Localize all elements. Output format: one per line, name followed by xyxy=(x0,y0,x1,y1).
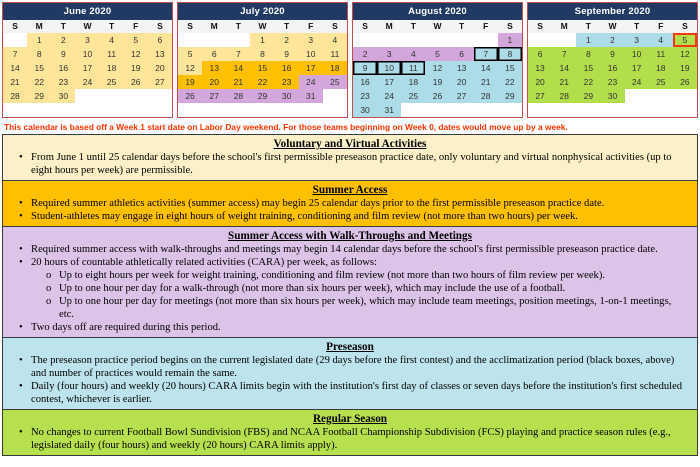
calendar-day: 20 xyxy=(148,61,172,75)
calendar-month xyxy=(177,2,348,118)
calendar-day xyxy=(323,103,347,117)
calendar-day: 14 xyxy=(226,61,250,75)
bullet-item xyxy=(3,321,697,334)
bullet-item xyxy=(3,295,697,321)
calendar-day: 17 xyxy=(377,75,401,89)
calendar-day: 6 xyxy=(202,47,226,61)
calendar-day: 5 xyxy=(124,33,148,47)
calendar-weekday-label: W xyxy=(600,20,624,33)
calendar-day: 12 xyxy=(178,61,202,75)
calendar-day: 23 xyxy=(353,89,377,103)
calendar-weekday-label: S xyxy=(673,20,697,33)
calendar-day: 19 xyxy=(673,61,697,75)
calendar-day: 31 xyxy=(299,89,323,103)
calendar-day xyxy=(353,33,377,47)
calendar-day xyxy=(299,103,323,117)
section-regular-season xyxy=(3,409,697,455)
calendar-day: 16 xyxy=(353,75,377,89)
calendar-day: 10 xyxy=(377,61,401,75)
calendar-day: 2 xyxy=(353,47,377,61)
rules-sections xyxy=(2,134,698,456)
bullet-marker: o xyxy=(46,283,52,294)
calendar-day xyxy=(673,103,697,117)
calendar-day xyxy=(3,33,27,47)
calendar-day: 23 xyxy=(275,75,299,89)
calendar-day: 24 xyxy=(625,75,649,89)
calendar-day: 4 xyxy=(649,33,673,47)
calendar-grid xyxy=(178,20,347,117)
calendar-day: 5 xyxy=(425,47,449,61)
bullet-item xyxy=(3,210,697,223)
calendar-day: 24 xyxy=(75,75,99,89)
bullet-marker: • xyxy=(19,211,23,222)
calendar-day: 22 xyxy=(576,75,600,89)
calendar-day: 29 xyxy=(250,89,274,103)
bullet-marker: o xyxy=(46,270,52,281)
calendar-day: 10 xyxy=(625,47,649,61)
calendar-month-title: July 2020 xyxy=(178,3,347,20)
calendar-day: 27 xyxy=(202,89,226,103)
calendar-day: 4 xyxy=(323,33,347,47)
calendar-day: 21 xyxy=(552,75,576,89)
calendar-day xyxy=(552,33,576,47)
calendar-day: 17 xyxy=(625,61,649,75)
bullet-marker: • xyxy=(19,198,23,209)
bullet-marker: • xyxy=(19,322,23,333)
calendar-day: 26 xyxy=(178,89,202,103)
calendar-day: 9 xyxy=(600,47,624,61)
calendar-day xyxy=(250,103,274,117)
calendar-day: 12 xyxy=(673,47,697,61)
calendar-day: 1 xyxy=(27,33,51,47)
calendar-day xyxy=(226,103,250,117)
section-summer-access xyxy=(3,180,697,226)
section-header: Summer Access with Walk-Throughs and Meetings xyxy=(228,230,472,242)
calendar-day xyxy=(275,103,299,117)
bullet-item xyxy=(3,380,697,406)
calendar-weekday-label: M xyxy=(377,20,401,33)
calendar-day: 7 xyxy=(552,47,576,61)
calendar-day: 13 xyxy=(148,47,172,61)
section-summer-access-with-walkthroughs-and-meetings xyxy=(3,226,697,337)
calendar-day: 12 xyxy=(425,61,449,75)
section-header: Summer Access xyxy=(312,184,388,196)
calendar-day xyxy=(401,103,425,117)
calendar-weekday-label: T xyxy=(226,20,250,33)
bullet-item xyxy=(3,282,697,295)
section-voluntary-and-virtual-activities xyxy=(3,135,697,180)
calendar-day: 30 xyxy=(600,89,624,103)
calendar-strip xyxy=(0,0,700,119)
bullet-text: Student-athletes may engage in eight hours of weight training, conditioning and film review (not more than two hours) per week. xyxy=(31,211,578,222)
calendar-weekday-label: W xyxy=(425,20,449,33)
calendar-day: 8 xyxy=(250,47,274,61)
calendar-day: 11 xyxy=(323,47,347,61)
calendar-day: 25 xyxy=(649,75,673,89)
calendar-day: 11 xyxy=(649,47,673,61)
week1-note: This calendar is based off a Week 1 start date on Labor Day weekend. For those teams beginning on Week 0, dates would move up by a week. xyxy=(4,122,568,132)
calendar-day: 14 xyxy=(552,61,576,75)
calendar-day xyxy=(377,33,401,47)
calendar-weekday-label: W xyxy=(75,20,99,33)
calendar-day: 26 xyxy=(673,75,697,89)
bullet-marker: • xyxy=(19,152,23,163)
calendar-day: 25 xyxy=(100,75,124,89)
calendar-day xyxy=(202,103,226,117)
calendar-day: 18 xyxy=(100,61,124,75)
calendar-day: 6 xyxy=(450,47,474,61)
calendar-day: 25 xyxy=(401,89,425,103)
calendar-day xyxy=(425,103,449,117)
calendar-day: 17 xyxy=(299,61,323,75)
bullet-text: Up to eight hours per week for weight training, conditioning and film review (not more than two hours of film review per week). xyxy=(59,270,606,281)
section-preseason xyxy=(3,337,697,409)
calendar-weekday-label: M xyxy=(202,20,226,33)
calendar-day: 5 xyxy=(178,47,202,61)
calendar-day xyxy=(625,89,649,103)
calendar-month-title: September 2020 xyxy=(528,3,697,20)
section-header: Regular Season xyxy=(312,413,388,425)
calendar-day: 10 xyxy=(75,47,99,61)
calendar-day xyxy=(100,103,124,117)
calendar-day xyxy=(528,103,552,117)
calendar-day: 20 xyxy=(450,75,474,89)
calendar-day: 23 xyxy=(51,75,75,89)
calendar-day: 8 xyxy=(498,47,522,61)
calendar-weekday-label: S xyxy=(178,20,202,33)
calendar-day: 20 xyxy=(202,75,226,89)
calendar-day xyxy=(576,103,600,117)
calendar-day xyxy=(649,89,673,103)
calendar-grid xyxy=(528,20,697,117)
calendar-weekday-label: T xyxy=(100,20,124,33)
calendar-day: 16 xyxy=(275,61,299,75)
bullet-item xyxy=(3,197,697,210)
calendar-weekday-label: T xyxy=(275,20,299,33)
calendar-day xyxy=(649,103,673,117)
calendar-weekday-label: S xyxy=(528,20,552,33)
calendar-day: 19 xyxy=(178,75,202,89)
calendar-day: 16 xyxy=(600,61,624,75)
calendar-day: 26 xyxy=(124,75,148,89)
calendar-day: 27 xyxy=(148,75,172,89)
bullet-text: Up to one hour per day for a walk-through (not more than six hours per week), which may include the use of a football. xyxy=(59,283,566,294)
calendar-weekday-label: T xyxy=(51,20,75,33)
calendar-day xyxy=(323,89,347,103)
calendar-month xyxy=(2,2,173,118)
bullet-text: 20 hours of countable athletically related activities (CARA) per week, as follows: xyxy=(31,257,377,268)
calendar-weekday-label: F xyxy=(124,20,148,33)
calendar-weekday-label: T xyxy=(401,20,425,33)
calendar-weekday-label: M xyxy=(552,20,576,33)
calendar-day: 8 xyxy=(576,47,600,61)
calendar-day: 9 xyxy=(51,47,75,61)
calendar-day: 11 xyxy=(401,61,425,75)
calendar-day: 28 xyxy=(226,89,250,103)
calendar-day: 20 xyxy=(528,75,552,89)
calendar-day: 19 xyxy=(124,61,148,75)
calendar-day: 17 xyxy=(75,61,99,75)
bullet-marker: • xyxy=(19,381,23,392)
calendar-day: 15 xyxy=(250,61,274,75)
calendar-day xyxy=(474,33,498,47)
calendar-day: 13 xyxy=(202,61,226,75)
calendar-day: 14 xyxy=(474,61,498,75)
calendar-day: 19 xyxy=(425,75,449,89)
calendar-weekday-label: W xyxy=(250,20,274,33)
calendar-day: 3 xyxy=(299,33,323,47)
calendar-month-title: June 2020 xyxy=(3,3,172,20)
calendar-day xyxy=(124,103,148,117)
calendar-day xyxy=(450,103,474,117)
calendar-day: 7 xyxy=(474,47,498,61)
calendar-day: 9 xyxy=(275,47,299,61)
calendar-day: 26 xyxy=(425,89,449,103)
calendar-day: 16 xyxy=(51,61,75,75)
calendar-day: 31 xyxy=(377,103,401,117)
calendar-day: 29 xyxy=(576,89,600,103)
bullet-item xyxy=(3,151,697,177)
calendar-day xyxy=(75,89,99,103)
calendar-month xyxy=(352,2,523,118)
calendar-day xyxy=(425,33,449,47)
calendar-day xyxy=(75,103,99,117)
calendar-day: 23 xyxy=(600,75,624,89)
calendar-day: 28 xyxy=(474,89,498,103)
calendar-weekday-label: S xyxy=(498,20,522,33)
calendar-day: 30 xyxy=(353,103,377,117)
calendar-day xyxy=(202,33,226,47)
bullet-marker: • xyxy=(19,427,23,438)
calendar-day xyxy=(124,89,148,103)
calendar-day: 30 xyxy=(275,89,299,103)
calendar-day: 15 xyxy=(576,61,600,75)
calendar-day: 28 xyxy=(3,89,27,103)
calendar-day xyxy=(148,89,172,103)
calendar-day: 13 xyxy=(450,61,474,75)
bullet-text: Daily (four hours) and weekly (20 hours) CARA limits begin with the institution's first day of classes or seven days before the institution's first scheduled contest, whichever is earlier. xyxy=(31,381,683,405)
calendar-day: 1 xyxy=(498,33,522,47)
bullet-marker: • xyxy=(19,257,23,268)
calendar-day xyxy=(226,33,250,47)
calendar-weekday-label: S xyxy=(353,20,377,33)
calendar-day: 11 xyxy=(100,47,124,61)
calendar-day: 18 xyxy=(649,61,673,75)
calendar-day: 15 xyxy=(498,61,522,75)
calendar-day: 18 xyxy=(401,75,425,89)
calendar-day: 29 xyxy=(27,89,51,103)
calendar-day: 7 xyxy=(226,47,250,61)
calendar-day: 4 xyxy=(401,47,425,61)
calendar-weekday-label: T xyxy=(576,20,600,33)
calendar-day xyxy=(474,103,498,117)
calendar-day: 4 xyxy=(100,33,124,47)
calendar-day: 27 xyxy=(450,89,474,103)
calendar-weekday-label: S xyxy=(3,20,27,33)
bullet-item xyxy=(3,269,697,282)
calendar-day: 27 xyxy=(528,89,552,103)
calendar-weekday-label: F xyxy=(299,20,323,33)
calendar-day: 21 xyxy=(3,75,27,89)
calendar-day xyxy=(450,33,474,47)
calendar-day: 10 xyxy=(299,47,323,61)
calendar-day: 28 xyxy=(552,89,576,103)
calendar-day: 25 xyxy=(323,75,347,89)
calendar-month xyxy=(527,2,698,118)
calendar-weekday-label: T xyxy=(625,20,649,33)
calendar-day: 9 xyxy=(353,61,377,75)
bullet-text: From June 1 until 25 calendar days before the school's first permissible preseason practice date, only voluntary and virtual nonphysical activities (up to eight hours per week) are permissible. xyxy=(31,152,672,176)
section-header: Preseason xyxy=(326,341,374,353)
calendar-day: 1 xyxy=(576,33,600,47)
calendar-day: 24 xyxy=(377,89,401,103)
calendar-day: 2 xyxy=(51,33,75,47)
calendar-day: 3 xyxy=(377,47,401,61)
calendar-day: 22 xyxy=(250,75,274,89)
calendar-day: 13 xyxy=(528,61,552,75)
section-header: Voluntary and Virtual Activities xyxy=(273,138,427,150)
calendar-weekday-label: F xyxy=(474,20,498,33)
calendar-weekday-label: T xyxy=(450,20,474,33)
bullet-text: The preseason practice period begins on the current legislated date (29 days before the first contest) and the acclimatization period (black boxes, above) and number of practices would remain the same. xyxy=(31,355,675,379)
calendar-day xyxy=(552,103,576,117)
calendar-day xyxy=(100,89,124,103)
bullet-text: Required summer access with walk-throughs and meetings may begin 14 calendar days before the school's first permissible preseason practice date. xyxy=(31,244,658,255)
calendar-weekday-label: S xyxy=(148,20,172,33)
calendar-weekday-label: M xyxy=(27,20,51,33)
calendar-day: 21 xyxy=(226,75,250,89)
calendar-weekday-label: F xyxy=(649,20,673,33)
calendar-day: 24 xyxy=(299,75,323,89)
calendar-day: 1 xyxy=(250,33,274,47)
bullet-marker: o xyxy=(46,296,52,307)
calendar-day xyxy=(3,103,27,117)
calendar-day xyxy=(528,33,552,47)
calendar-grid xyxy=(3,20,172,117)
calendar-weekday-label: S xyxy=(323,20,347,33)
calendar-day xyxy=(178,103,202,117)
calendar-day xyxy=(401,33,425,47)
calendar-day: 22 xyxy=(27,75,51,89)
calendar-day: 22 xyxy=(498,75,522,89)
calendar-day: 3 xyxy=(625,33,649,47)
bullet-marker: • xyxy=(19,355,23,366)
calendar-day: 21 xyxy=(474,75,498,89)
calendar-day xyxy=(27,103,51,117)
calendar-day: 3 xyxy=(75,33,99,47)
calendar-day: 2 xyxy=(275,33,299,47)
calendar-month-title: August 2020 xyxy=(353,3,522,20)
calendar-day: 2 xyxy=(600,33,624,47)
calendar-day: 29 xyxy=(498,89,522,103)
bullet-item xyxy=(3,256,697,269)
bullet-item xyxy=(3,354,697,380)
bullet-marker: • xyxy=(19,244,23,255)
bullet-item xyxy=(3,426,697,452)
calendar-day: 30 xyxy=(51,89,75,103)
calendar-day: 5 xyxy=(673,33,697,47)
calendar-grid xyxy=(353,20,522,117)
calendar-day xyxy=(498,103,522,117)
calendar-day xyxy=(625,103,649,117)
bullet-text: Up to one hour per day for meetings (not more than six hours per week), which may include team meetings, position meetings, 1-on-1 meetings, etc. xyxy=(59,296,672,320)
calendar-day: 15 xyxy=(27,61,51,75)
bullet-text: No changes to current Football Bowl Sundivision (FBS) and NCAA Football Championship Subdivision (FCS) playing and practice season rules (e.g., legislated daily (four hours) and weekly (20 hours) CARA limits apply). xyxy=(31,427,671,451)
calendar-day: 12 xyxy=(124,47,148,61)
bullet-text: Required summer athletics activities (summer access) may begin 25 calendar days prior to the first permissible preseason practice date. xyxy=(31,198,605,209)
calendar-day xyxy=(148,103,172,117)
calendar-day xyxy=(51,103,75,117)
calendar-day: 7 xyxy=(3,47,27,61)
calendar-day: 6 xyxy=(148,33,172,47)
bullet-item xyxy=(3,243,697,256)
calendar-day: 18 xyxy=(323,61,347,75)
calendar-day xyxy=(178,33,202,47)
calendar-day: 6 xyxy=(528,47,552,61)
calendar-day: 8 xyxy=(27,47,51,61)
calendar-day xyxy=(600,103,624,117)
calendar-day: 14 xyxy=(3,61,27,75)
calendar-day xyxy=(673,89,697,103)
bullet-text: Two days off are required during this period. xyxy=(31,322,221,333)
